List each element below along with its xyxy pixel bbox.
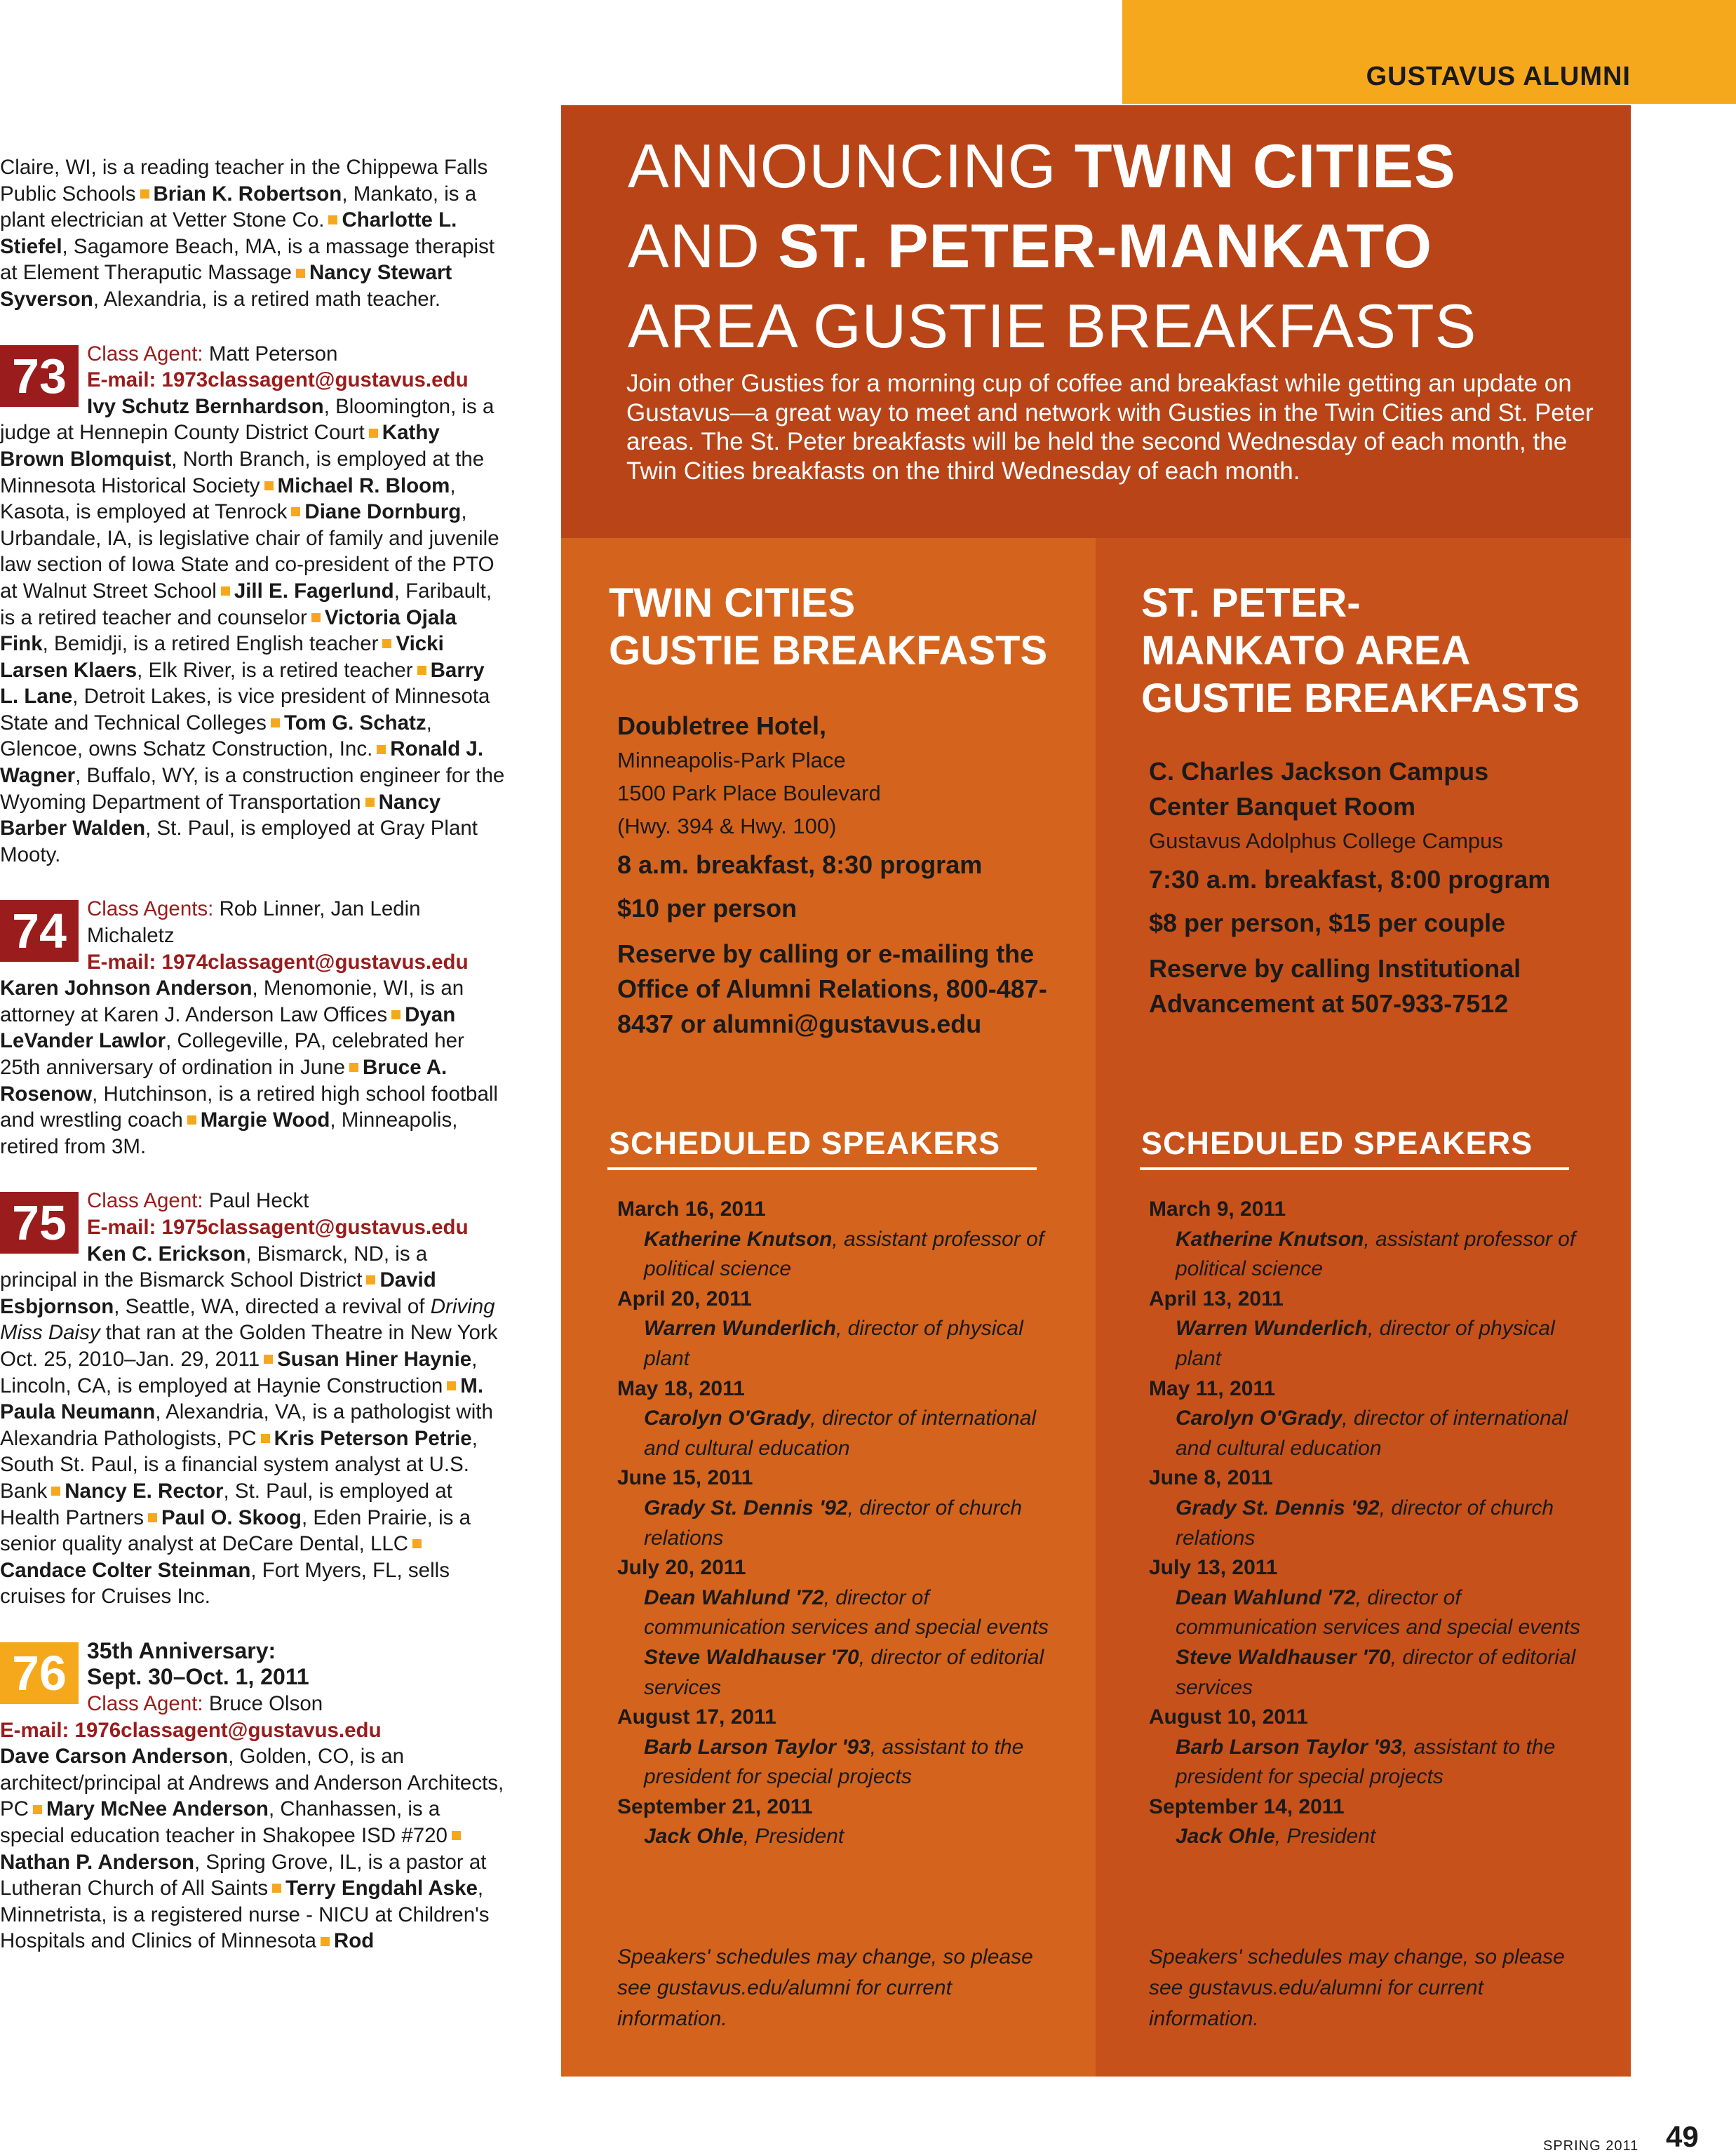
schedule-speaker — [1149, 1225, 1584, 1285]
speaker-role: , director of editorial services — [644, 1645, 1044, 1699]
schedule-speaker — [1149, 1583, 1584, 1643]
speaker-role: , director of physical plant — [1176, 1317, 1555, 1370]
speaker-role: , assistant to the president for special projects — [644, 1735, 1024, 1789]
speaker-name: Steve Waldhauser '70 — [644, 1645, 859, 1669]
class-1974: 74 Class Agents: Rob Linner, Jan Ledin Michaletz E-mail: 1974classagent@gustavus.edu Karen Johnson Anderson, Menomonie, WI, is an attorney at Karen J. Anderson Law Offices Dyan LeVander Lawlor, Collegeville, PA, celebrated her 25th anniversary of ordination in June Bruce A. Rosenow, Hutchinson, is a retired high school football and wrestling coach Margie Wood, Minneapolis, retired from 3M. — [0, 897, 498, 1158]
speaker-name: Warren Wunderlich — [1176, 1317, 1368, 1341]
speaker-name: Barb Larson Taylor '93 — [644, 1735, 870, 1759]
class-number-badge: 73 — [0, 345, 79, 407]
schedule-speaker — [617, 1314, 1052, 1374]
twin-schedule-rule — [607, 1167, 1037, 1170]
schedule-date: August 17, 2011 — [617, 1705, 776, 1729]
schedule-date: August 10, 2011 — [1149, 1705, 1308, 1729]
speaker-role: , President — [1274, 1825, 1376, 1849]
schedule-speaker — [617, 1822, 1052, 1852]
twin-cities-reserve: Reserve by calling or e-mailing the Office of Alumni Relations, 800-487-8437 or alumni@gustavus.edu — [617, 939, 1047, 1038]
schedule-date: May 11, 2011 — [1149, 1376, 1276, 1400]
speaker-name: Warren Wunderlich — [644, 1317, 836, 1341]
schedule-date: September 14, 2011 — [1149, 1795, 1345, 1818]
speaker-role: , director of church relations — [644, 1496, 1023, 1550]
schedule-date: July 13, 2011 — [1149, 1556, 1278, 1580]
class-1976: 76 35th Anniversary: Sept. 30–Oct. 1, 2011 Class Agent: Bruce Olson E-mail: 1976classagent@gustavus.edu Dave Carson Anderson, Golden, CO, is an architect/principal at Andrews and Anderson Architects, PC Mary McNee Anderson, Chanhassen, is a special education teacher in Shakopee ISD #720Nathan P. Anderson, Spring Grove, IL, is a pastor at Lutheran Church of All Saints Terry Engdahl Aske, Minnetrista, is a registered nurse - NICU at Children's Hospitals and Clinics of Minnesota Rod — [0, 1637, 504, 1953]
speaker-role: , assistant to the president for special projects — [1176, 1735, 1556, 1789]
section-label: GUSTAVUS ALUMNI — [1366, 62, 1631, 91]
announcement-heading: ANNOUNCING TWIN CITIES AND ST. PETER-MANKATO AREA GUSTIE BREAKFASTS — [628, 131, 1477, 361]
schedule-date: June 8, 2011 — [1149, 1466, 1273, 1490]
schedule-speaker — [1149, 1494, 1584, 1553]
schedule-speaker — [1149, 1733, 1584, 1792]
twin-cities-title: TWIN CITIES GUSTIE BREAKFASTS — [609, 580, 1048, 673]
schedule-date: September 21, 2011 — [617, 1795, 813, 1818]
class-number-badge: 75 — [0, 1192, 79, 1254]
schedule-speaker — [617, 1643, 1052, 1703]
schedule-speaker — [617, 1583, 1052, 1643]
st-peter-schedule-note: Speakers' schedules may change, so please see gustavus.edu/alumni for current information. — [1149, 1945, 1565, 2030]
issue-label: SPRING 2011 — [1543, 2138, 1639, 2153]
speaker-name: Jack Ohle — [1176, 1825, 1275, 1849]
speaker-role: , director of church relations — [1176, 1496, 1554, 1550]
announcement-intro: Join other Gusties for a morning cup of coffee and breakfast while getting an update on Gustavus—a great way to meet and network with Gusties in the Twin Cities and St. Peter areas. The St. Peter breakfasts will be held the second Wednesday of each month, the Twin Cities breakfasts on the third Wednesday of each month. — [626, 370, 1594, 485]
speaker-name: Dean Wahlund '72 — [644, 1585, 824, 1609]
speaker-role: , director of communication services and special events — [644, 1585, 1049, 1639]
speaker-name: Barb Larson Taylor '93 — [1176, 1735, 1402, 1759]
speaker-role: , President — [743, 1825, 845, 1849]
schedule-speaker — [1149, 1643, 1584, 1703]
class-notes-column — [0, 154, 509, 1954]
schedule-date: July 20, 2011 — [617, 1556, 746, 1580]
speaker-role: , assistant professor of political science — [644, 1227, 1044, 1281]
speaker-name: Carolyn O'Grady — [644, 1407, 811, 1430]
st-peter-reserve: Reserve by calling Institutional Advancement at 507-933-7512 — [1149, 954, 1521, 1018]
twin-cities-venue: Doubletree Hotel, Minneapolis-Park Place 1500 Park Place Boulevard (Hwy. 394 & Hwy. 100) 8 a.m. breakfast, 8:30 program $10 per person Reserve by calling or e-mailing the Office of Alumni Relations, 800-487-8437 or alumni@gustavus.edu — [617, 709, 1066, 1042]
speaker-role: , assistant professor of political science — [1176, 1227, 1576, 1281]
schedule-date: March 9, 2011 — [1149, 1198, 1286, 1221]
speaker-name: Katherine Knutson — [1176, 1227, 1364, 1251]
twin-schedule-list — [617, 1195, 1052, 1852]
schedule-date: April 20, 2011 — [617, 1287, 752, 1310]
class-agent-email[interactable]: E-mail: 1974classagent@gustavus.edu — [87, 950, 469, 974]
page-number: 49 — [1666, 2120, 1699, 2153]
speaker-role: , director of international and cultural education — [644, 1407, 1037, 1460]
schedule-speaker — [617, 1494, 1052, 1553]
speaker-name: Grady St. Dennis '92 — [1176, 1496, 1380, 1520]
speaker-name: Jack Ohle — [644, 1825, 743, 1849]
class-number-badge: 76 — [0, 1642, 79, 1704]
class-agent-email[interactable]: E-mail: 1975classagent@gustavus.edu — [87, 1215, 469, 1239]
schedule-speaker — [1149, 1314, 1584, 1374]
speaker-name: Carolyn O'Grady — [1176, 1407, 1343, 1430]
twin-schedule-title: SCHEDULED SPEAKERS — [609, 1125, 1001, 1161]
speaker-role: , director of communication services and special events — [1176, 1585, 1580, 1639]
schedule-date: June 15, 2011 — [617, 1466, 753, 1490]
speaker-name: Steve Waldhauser '70 — [1176, 1645, 1391, 1669]
speaker-name: Grady St. Dennis '92 — [644, 1496, 848, 1520]
class-agent-email[interactable]: E-mail: 1973classagent@gustavus.edu — [87, 368, 469, 392]
schedule-speaker — [617, 1733, 1052, 1792]
schedule-speaker — [1149, 1822, 1584, 1852]
schedule-date: May 18, 2011 — [617, 1376, 745, 1400]
class-1973: 73 Class Agent: Matt Peterson E-mail: 1973classagent@gustavus.edu Ivy Schutz Bernhardson, Bloomington, is a judge at Hennepin County District Court Kathy Brown Blomquist, North Branch, is employed at the Minnesota Historical Society Michael R. Bloom, Kasota, is employed at Tenrock Diane Dornburg, Urbandale, IA, is legislative chair of family and juvenile law section of Iowa State and co-president of the PTO at Walnut Street School Jill E. Fagerlund, Faribault, is a retired teacher and counselor Victoria Ojala Fink, Bemidji, is a retired English teacher Vicki Larsen Klaers, Elk River, is a retired teacher Barry L. Lane, Detroit Lakes, is vice president of Minnesota State and Technical Colleges Tom G. Schatz, Glencoe, owns Schatz Construction, Inc. Ronald J. Wagner, Buffalo, WY, is a construction engineer for the Wyoming Department of Transportation Nancy Barber Walden, St. Paul, is employed at Gray Plant Mooty. — [0, 342, 505, 866]
speaker-name: Katherine Knutson — [644, 1227, 833, 1251]
speaker-role: , director of physical plant — [644, 1317, 1023, 1370]
intro-notes: Claire, WI, is a reading teacher in the Chippewa Falls Public Schools Brian K. Robertson, Mankato, is a plant electrician at Vetter Stone Co. Charlotte L. Stiefel, Sagamore Beach, MA, is a massage therapist at Element Theraputic Massage Nancy Stewart Syverson, Alexandria, is a retired math teacher. — [0, 156, 495, 311]
schedule-date: March 16, 2011 — [617, 1198, 766, 1221]
st-peter-title: ST. PETER- MANKATO AREA GUSTIE BREAKFASTS — [1141, 580, 1580, 721]
speaker-name: Dean Wahlund '72 — [1176, 1585, 1356, 1609]
st-peter-schedule-title: SCHEDULED SPEAKERS — [1141, 1125, 1533, 1161]
schedule-speaker — [617, 1404, 1052, 1463]
schedule-speaker — [617, 1225, 1052, 1285]
schedule-date: April 13, 2011 — [1149, 1287, 1284, 1310]
speaker-role: , director of editorial services — [1176, 1645, 1576, 1699]
twin-schedule-note: Speakers' schedules may change, so please see gustavus.edu/alumni for current information. — [617, 1945, 1033, 2030]
speaker-role: , director of international and cultural education — [1176, 1407, 1568, 1460]
class-number-badge: 74 — [0, 900, 79, 962]
class-agent-email[interactable]: E-mail: 1976classagent@gustavus.edu — [0, 1718, 382, 1742]
st-peter-venue: C. Charles Jackson Campus Center Banquet Room Gustavus Adolphus College Campus 7:30 a.m. breakfast, 8:00 program $8 per person, $15 per couple Reserve by calling Institutional Advancement at 507-933-7512 — [1149, 754, 1598, 1021]
schedule-speaker — [1149, 1404, 1584, 1463]
class-1975: 75 Class Agent: Paul Heckt E-mail: 1975classagent@gustavus.edu Ken C. Erickson, Bismarck, ND, is a principal in the Bismarck School District David Esbjornson, Seattle, WA, directed a revival of Driving Miss Daisy that ran at the Golden Theatre in New York Oct. 25, 2010–Jan. 29, 2011 Susan Hiner Haynie, Lincoln, CA, is employed at Haynie Construction M. Paula Neumann, Alexandria, VA, is a pathologist with Alexandria Pathologists, PC Kris Peterson Petrie, South St. Paul, is a financial system analyst at U.S. Bank Nancy E. Rector, St. Paul, is employed at Health Partners Paul O. Skoog, Eden Prairie, is a senior quality analyst at DeCare Dental, LLCCandace Colter Steinman, Fort Myers, FL, sells cruises for Cruises Inc. — [0, 1189, 498, 1609]
st-peter-schedule-rule — [1140, 1167, 1569, 1170]
st-peter-schedule-list — [1149, 1195, 1584, 1852]
